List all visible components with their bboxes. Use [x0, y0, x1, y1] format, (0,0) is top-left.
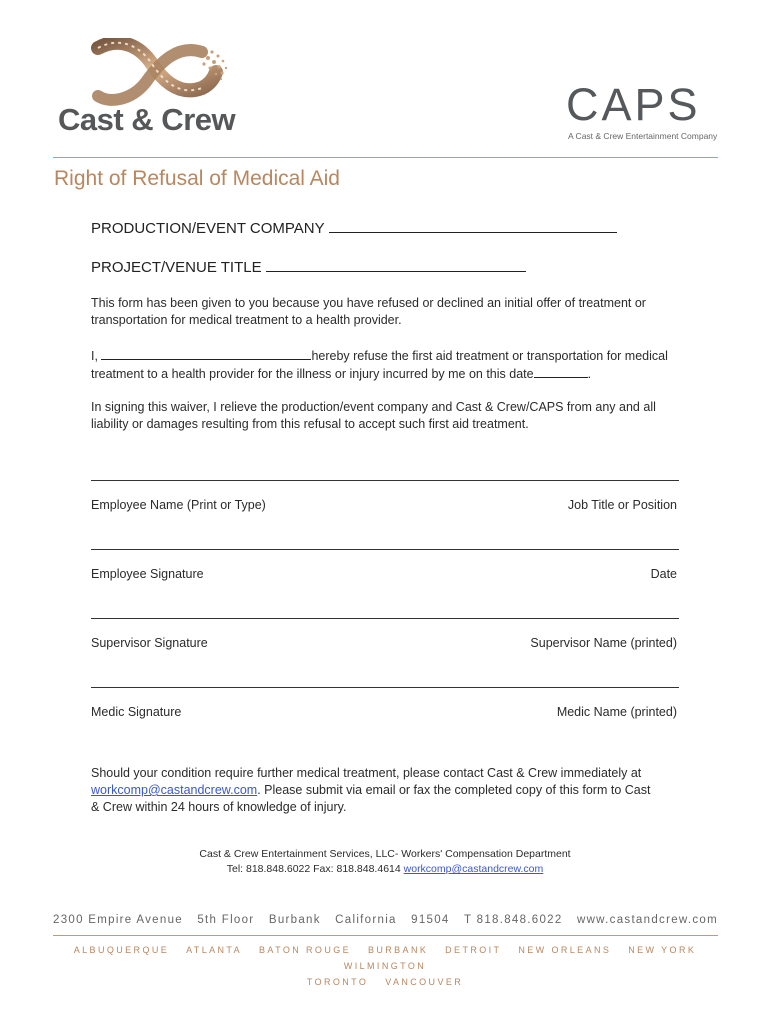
caps-wordmark: CAPS [566, 79, 701, 130]
city-item: ALBUQUERQUE [73, 945, 170, 955]
page-title: Right of Refusal of Medical Aid [54, 167, 340, 190]
address-state: California [335, 914, 397, 926]
address-zip: 91504 [411, 914, 450, 926]
cities-row-1 [40, 942, 730, 974]
refusal-date-blank[interactable] [534, 365, 588, 378]
production-company-label: PRODUCTION/EVENT COMPANY [91, 220, 325, 237]
contact-text-after: . Please submit via email or fax the completed copy of this form to Cast & Crew within 24 hours of knowledge of injury. [91, 783, 651, 814]
department-phone-fax: Tel: 818.848.6022 Fax: 818.848.4614 [226, 863, 401, 875]
refusal-text: hereby refuse the first aid treatment or transportation for medical treatment to a health provider for the illness or injury incurred by me on this date [91, 349, 668, 381]
production-company-field [91, 218, 617, 237]
employee-name-line[interactable] [91, 480, 679, 481]
intro-paragraph: This form has been given to you because you have refused or declined an initial offer of treatment or transportation for medical treatment to a health provider. [91, 296, 646, 327]
contact-paragraph [91, 765, 661, 816]
job-title-label: Job Title or Position [567, 498, 677, 512]
date-label: Date [650, 567, 677, 581]
department-name: Cast & Crew Entertainment Services, LLC- Workers' Compensation Department [199, 848, 571, 860]
refusal-prefix: I, [91, 349, 98, 363]
address-city: Burbank [268, 914, 321, 926]
medic-signature-line[interactable] [91, 687, 679, 688]
city-item: VANCOUVER [385, 977, 464, 987]
city-item: BURBANK [367, 945, 429, 955]
production-company-input-line[interactable] [329, 218, 617, 233]
cast-crew-wordmark: Cast & Crew [58, 102, 236, 137]
caps-logo [566, 79, 726, 146]
department-phone-line [150, 862, 620, 877]
medic-signature-label: Medic Signature [91, 705, 182, 719]
address-phone: T 818.848.6022 [464, 914, 563, 926]
supervisor-signature-label: Supervisor Signature [91, 636, 208, 650]
city-item: DETROIT [445, 945, 502, 955]
supervisor-name-label: Supervisor Name (printed) [530, 636, 677, 650]
city-item: WILMINGTON [343, 961, 427, 971]
address-bar [53, 914, 718, 926]
address-website: www.castandcrew.com [576, 914, 718, 926]
cities-row-2 [40, 974, 730, 990]
project-venue-field [91, 257, 526, 276]
caps-tagline: A Cast & Crew Entertainment Company [568, 131, 718, 141]
header-divider [53, 157, 718, 158]
refusal-paragraph [91, 347, 691, 383]
refusal-name-blank[interactable] [101, 347, 311, 360]
city-item: BATON ROUGE [258, 945, 352, 955]
refusal-suffix: . [587, 367, 592, 381]
supervisor-signature-line[interactable] [91, 618, 679, 619]
project-venue-input-line[interactable] [266, 257, 526, 272]
footer-divider [53, 935, 718, 936]
employee-signature-label: Employee Signature [91, 567, 204, 581]
film-strip-icon [80, 38, 230, 106]
office-cities [40, 942, 730, 990]
address-street: 2300 Empire Avenue [53, 914, 183, 926]
cast-crew-logo [58, 38, 258, 143]
city-item: NEW ORLEANS [518, 945, 612, 955]
department-email-link[interactable]: workcomp@castandcrew.com [403, 863, 544, 875]
department-note [150, 847, 620, 877]
medic-name-label: Medic Name (printed) [556, 705, 677, 719]
waiver-paragraph: In signing this waiver, I relieve the production/event company and Cast & Crew/CAPS from any and all liability or damages resulting from this refusal to accept such first aid treatment. [91, 400, 656, 431]
city-item: ATLANTA [186, 945, 243, 955]
contact-email-link[interactable]: workcomp@castandcrew.com [91, 783, 258, 797]
employee-signature-line[interactable] [91, 549, 679, 550]
city-item: TORONTO [306, 977, 369, 987]
contact-text-before: Should your condition require further medical treatment, please contact Cast & Crew immediately at [91, 766, 642, 780]
project-venue-label: PROJECT/VENUE TITLE [91, 259, 262, 276]
city-item: NEW YORK [628, 945, 697, 955]
address-floor: 5th Floor [197, 914, 255, 926]
employee-name-label: Employee Name (Print or Type) [91, 498, 266, 512]
